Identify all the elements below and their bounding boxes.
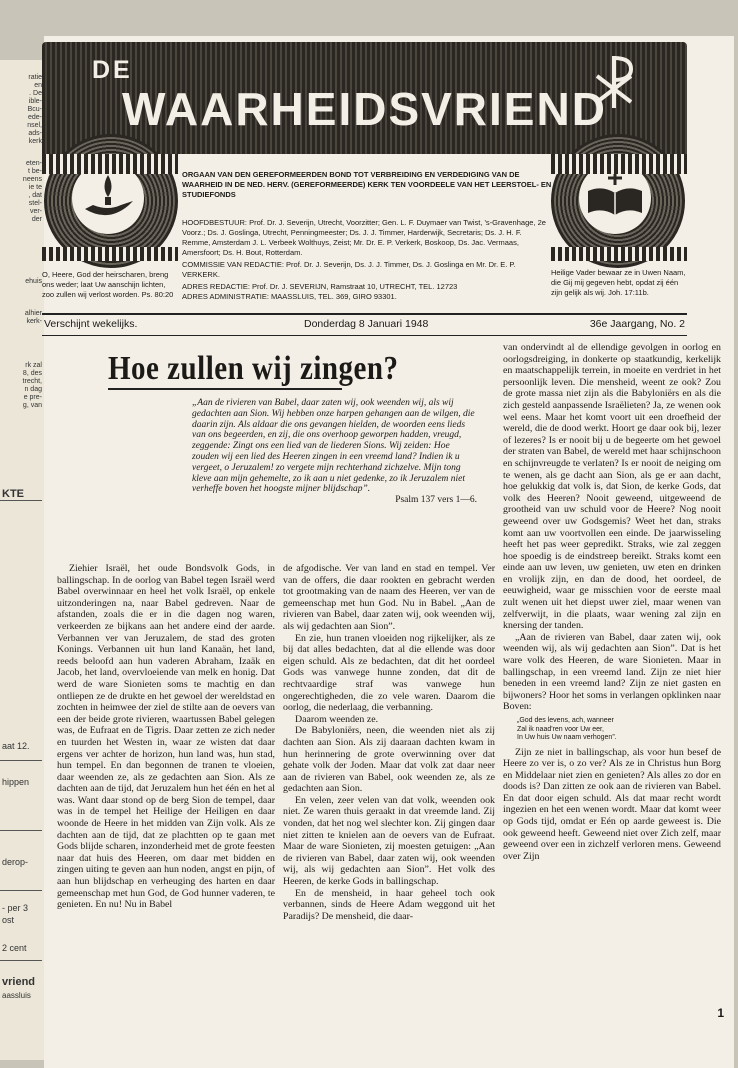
- adjacent-text-line: ede-: [27, 114, 42, 121]
- decorative-bars-left-lower: [42, 247, 178, 261]
- hymn-line: In Uw huis Uw naam verhogen”.: [517, 734, 617, 741]
- psalm-quote: O, Heere, God der heirscharen, breng ons weder; laat Uw aanschijn lichten, zoo zullen wij verlost worden. Ps. 80:20: [42, 270, 174, 299]
- decorative-bars-right-lower: [551, 247, 687, 261]
- adjacent-text-line: Bcu-: [27, 106, 42, 113]
- paragraph: En velen, zeer velen van dat volk, weenden ook niet. Ze waren thuis geraakt in dat vreemde land. Zij vonden, dat het nog wel slechter kon. Zij gingen daar niet zitten te knielen aan de oevers van de Eufraat. Maar de ware Sionieten, zij moesten getuigen: „Aan de rivieren van Babel, daar zaten wij, ook weenden wij, als wij gedachten aan Sion”. Het volk des Heeren, de kerke Gods in ballingschap.: [283, 794, 495, 888]
- hymn-quote: [517, 717, 721, 743]
- hymn-line: Zal ik naad'ren voor Uw eer,: [517, 725, 604, 733]
- hymn-line: „God des levens, ach, wanneer: [517, 717, 614, 724]
- editorial-address: ADRES REDACTIE: Prof. Dr. J. SEVERIJN, Ramstraat 10, UTRECHT, TEL. 12723: [182, 282, 458, 291]
- paragraph: van ondervindt al de ellendige gevolgen in oorlog en oorlogsdreiging, in donkerte op staatkundig, kerkelijk en maatschappelijk terrein, in moeite en verdriet in het persoonlijk leven. Die mensheid, weent ze ook? Zou de grote massa niet zijn als die Babyloniërs en als die zich gesteld aanpassende Israëlieten? Ja, ze wenen ook wel eens. Maar het komt voort uit een droefheid der wereld, die de dood werkt. Hoort ge daar ook bij, lezer of lezeres? Is er nooit bij u de begeerte om het gewoel der straten van Babel, de wereld met haar schijnschoon en schijnvreugde te verlaten? Is er nooit de neiging om te wenen, als ge dacht aan Sion, als ge er aan dacht, hoe gelukkig dat volk is, dat Sion, de kerke Gods, dat volk des Heeren? Nooit geweend, uitgeweend de grootheid van uw schuld voor de Heere? Nog nooit geweend over uw Godsgemis? Weet het dan, straks komt aan uw voortvollen een einde. De jaarwisseling heeft het pas weer gepredikt. Straks, wie zal zeggen hoe spoedig is de eindstreep bereikt. Straks komt een einde aan uw leven, uw genieten, uw eten en drinken en vrolijk zijn, en dan de dood, het oordeel, de eeuwigheid, waar ge misschien voor de eerste maal zult wenen uit het diepst uwer ziel, maar wenen van zelfverwijt, in die plaats, waar wening zal zijn en knersing der tanden.: [503, 342, 721, 632]
- adjacent-text-line: t be-: [27, 168, 42, 175]
- article-column-2: [283, 563, 495, 922]
- epigraph-source: Psalm 137 vers 1—6.: [395, 495, 477, 506]
- paragraph: En zie, hun tranen vloeiden nog rijkelijker, als ze bij dat alles bedachten, dat al die ellende was door eigen schuld. Als ze bedachten, dat dit het oordeel Gods was vanwege hunne zonden, dat dit de rechtvaardige straf was vanwege hun ongerechtigheden, die zo vele waren. Daarom die oorlog, die nederlaag, die verbanning.: [283, 632, 495, 714]
- john-quote: Heilige Vader bewaar ze in Uwen Naam, die Gij mij gegeven hebt, opdat zij één zijn gelijk als wij. Joh. 17:11b.: [551, 268, 686, 297]
- board-info: [182, 218, 552, 302]
- adjacent-text-line: neens: [22, 176, 42, 183]
- adjacent-text-line: , dat: [28, 192, 42, 199]
- administration-address: ADRES ADMINISTRATIE: MAASSLUIS, TEL. 369, GIRO 93301.: [182, 292, 397, 301]
- adjacent-text-line: rk zal: [25, 362, 42, 369]
- masthead-title: WAARHEIDSVRIEND: [122, 83, 607, 135]
- masthead: [42, 42, 687, 312]
- adjacent-text-line: en: [34, 82, 42, 89]
- adjacent-heading-2: vriend: [2, 976, 36, 988]
- adjacent-text-line: kerk-: [26, 318, 42, 325]
- adjacent-text-line: ver-: [29, 208, 42, 215]
- adjacent-text-line: ads-: [28, 130, 42, 137]
- adjacent-item: aat 12.: [2, 741, 30, 751]
- adjacent-text-line: n dag: [24, 386, 42, 393]
- adjacent-item: 2 cent: [2, 943, 27, 953]
- paragraph: De Babyloniërs, neen, die weenden niet als zij dachten aan Sion. Als zij daaraan dachten kwam in hun herinnering de grote overwinning over dat gehate volk der Joden. Maar dat volk zat daar neer aan de rivieren van Babel, ook weenden ze, als ze gedachten aan Sion.: [283, 725, 495, 795]
- paragraph: En de mensheid, in haar geheel toch ook verbannen, sinds de Heere Adam weggond uit het Paradijs? De mensheid, die daar-: [283, 887, 495, 922]
- paragraph: Zijn ze niet in ballingschap, als voor hun besef de Heere zo ver is, o zo ver? Als ze in Christus hun Borg en Middelaar niet zien en genieten? Als alles zo dor en doods is? Dan zitten ze ook aan de rivieren van Babel. En dat door eigen schuld. Als dat maar recht wordt ingezien en het een wenen wordt. Maar dat komt weer op Gods tijd, omdat er Eén op aarde geweest is. Die ook geweend heeft. Geweend niet over Zich zelf, maar geweend over een in zichzelf verloren mens. Geweend over Zijn: [503, 746, 721, 862]
- issue-date: Donderdag 8 Januari 1948: [304, 318, 429, 330]
- adjacent-text-line: nsel,: [27, 122, 42, 129]
- adjacent-text-line: 8, des: [22, 370, 42, 377]
- organ-description: ORGAAN VAN DEN GEREFORMEERDEN BOND TOT VERBREIDING EN VERDEDIGING VAN DE WAARHEID IN DE NED. HERV. (GEREFORMEERDE) KERK TEN VOORDEELE VAN HET LEERSTOEL- EN STUDIEFONDS: [182, 170, 552, 199]
- adjacent-text-line: der: [31, 216, 42, 223]
- board-members: HOOFDBESTUUR: Prof. Dr. J. Severijn, Utrecht, Voorzitter; Gen. L. F. Duymaer van Twist, 's-Gravenhage, 2e Voorz.; Ds. J. Goslinga, Utrecht, Penningmeester; Ds. J. J. Timmer, Harderwijk, Secretaris; Ds. J. H. F. Remme, Amsterdam J. L. Verbeek Wolthuys, Zeist; Mr. Dr. E. P. Verkerk, Boskoop, Ds. Jac. Vermaas, Amersfoort; Ds. H. Bout, Rotterdam.: [182, 218, 546, 257]
- decorative-bars-left: [42, 154, 178, 174]
- adjacent-text-line: g, van: [22, 402, 42, 409]
- adjacent-item: hippen: [2, 777, 30, 787]
- adjacent-text-line: ie te: [28, 184, 42, 191]
- title-prefix: DE: [92, 56, 133, 84]
- title-band: [42, 42, 687, 154]
- chi-rho-icon: [589, 52, 639, 112]
- adjacent-text-line: kerk: [28, 138, 42, 145]
- adjacent-text-line: e pre-: [23, 394, 42, 401]
- adjacent-text-line: ehuis: [25, 278, 42, 285]
- article-column-3: [503, 342, 721, 862]
- headline-rule: [108, 388, 342, 390]
- paragraph: Daarom weenden ze.: [295, 713, 379, 725]
- page-number: 1: [717, 1006, 724, 1020]
- adjacent-item: derop-: [2, 857, 29, 867]
- adjacent-text-line: stel-: [28, 200, 42, 207]
- paragraph: „Aan de rivieren van Babel, daar zaten wij, ook weenden wij, als wij gedachten aan Sion”. Dat is het ware volk des Heeren, de ware Sionieten. Maar in ballingschap, in een vreemd land. Zijn ze niet hier beneden in een vreemd land? Zijn ze niet gasten en bijwoners? Hoor het soms in verlangen opklinken naar Boven:: [503, 631, 721, 713]
- publication-frequency: Verschijnt wekelijks.: [44, 318, 138, 330]
- adjacent-text-line: ible-: [28, 98, 42, 105]
- adjacent-heading: KTE: [2, 488, 24, 500]
- article-headline: Hoe zullen wij zingen?: [108, 350, 399, 387]
- adjacent-item: - per 3: [2, 903, 29, 913]
- epigraph-text: „Aan de rivieren van Babel, daar zaten wij, ook weenden wij, als wij gedachten aan Sion. Wij hebben onze harpen gehangen aan de wilgen, die daarin zijn. Als aldaar die ons gevangen hielden, de woorden eens lieds van ons begeerden, en zij, die ons overhoop geworpen hadden, vreugd, zeggende: Zingt ons een lied van de liederen Sions. Wij zeiden: Hoe zouden wij een lied des Heeren zingen in een vreemd land? Indien ik u vergeet, o Jeruzalem! zo vergete mijn rechterhand zichzelve. Mijn tong kleve aan mijn gehemelte, zo ik aan u niet gedenke, zo ik Jeruzalem niet verheffe boven het hoogste mijner blijdschap”.: [192, 398, 475, 495]
- article-column-1: [57, 563, 275, 911]
- adjacent-item: ost: [2, 915, 15, 925]
- adjacent-text-line: . De: [29, 90, 42, 97]
- paragraph: de afgodische. Ver van land en stad en tempel. Ver van de offers, die daar rookten en gebracht werden tot grootmaking van de naam des Heeren, ver van de gemeenschap met hun God. Nu in Babel. „Aan de rivieren van Babel, daar zaten wij, ook weenden wij, als wij gedachten aan Sion”.: [283, 563, 495, 632]
- epigraph: [192, 398, 477, 506]
- adjacent-text-line: ratie: [28, 74, 42, 81]
- adjacent-heading-2-sub: aassluis: [2, 991, 31, 1000]
- decorative-bars-right: [551, 154, 687, 174]
- adjacent-text-line: eten-: [26, 160, 42, 167]
- dateline: [42, 313, 687, 336]
- paragraph: Ziehier Israël, het oude Bondsvolk Gods, in ballingschap. In de oorlog van Babel tegen Israël werd Babel overwinnaar en heel het volk Israël, op enkele uitzonderingen na, naar Babel gedreven. Naar de afstanden, zoals die er in die dagen nog waren, verkeerden ze bijkans aan het andere eind der aarde. Verbannen ver van Jeruzalem, de stad des groten Konings. Verbannen uit hun land Kanaän, het land, reeds beloofd aan hun vaderen Abraham, Izaäk en Jacob, het land, overvloeiende van melk en honig. Dat werd de ware Sionieten soms te machtig en dan ontliepen ze de drukte en het gewoel der wereldstad en zochten in heimwee der ziel de stilte aan de oevers van een der beide grote rivieren, waartussen Babel gelegen was, de Eufraat en de Tigris. Daar zetten ze zich neder en tuurden het Westen in, waar ze wisten dat daar ergens ver achter de horizon, hun land was, hun stad, hun tempel. En dan begonnen de tranen te vloeien, daar weenden ze, als ze gedachten aan Sion. Als ze dachten aan de tijd, dat Jeruzalem hun het één en het al was. Want daar stond op de berg Sion de tempel, daar was in de tempel het Heilige der Heiligen en daar woonde de Heere in het midden van Zijn volk. Als ze dachten aan de tijd, dat ze plachtten op te gaan met Gods blijde scharen, inzonderheid met de grote feesten naar dat huis des Heeren, om daar met bidden en zingen uiting te geven aan hun noden, angst en pijn, of aan hun blijdschap en verheuging des harten en daar gemeenschap met hun God, de God hunner vaderen, te genieten. En nu! Nu in Babel: [57, 563, 275, 911]
- adjacent-text-line: alhier: [24, 310, 42, 317]
- volume-number: 36e Jaargang, No. 2: [589, 318, 685, 330]
- editorial-committee: COMMISSIE VAN REDACTIE: Prof. Dr. J. Severijn, Ds. J. J. Timmer, Ds. J. Goslinga en Mr. Dr. E. P. VERKERK.: [182, 260, 516, 279]
- adjacent-text-line: trecht,: [22, 378, 42, 385]
- adjacent-page-strip: [0, 60, 45, 1060]
